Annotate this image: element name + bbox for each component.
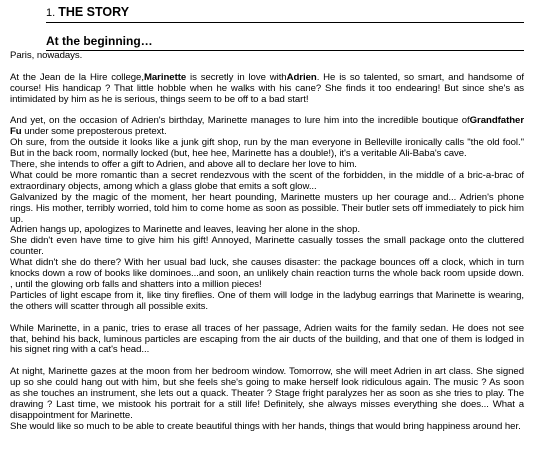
paragraph-leaves: Adrien hangs up, apologizes to Marinette and leaves, leaving her alone in the shop. bbox=[10, 224, 360, 236]
paragraph-setting: Paris, nowadays. bbox=[10, 50, 83, 61]
paragraph-gift-intent: There, she intends to offer a gift to Adrien, and above all to declare her love to him. bbox=[10, 159, 357, 171]
paragraph-shop: Oh sure, from the outside it looks like a junk gift shop, run by the man everyone in Belleville ironically calls "the old fool." But in the back room, normally locked (but, hee hee, Marinette has a double!), it's a veritable Ali-Baba's cave. bbox=[10, 137, 524, 160]
character-grandfather-fu: Grandfather Fu bbox=[10, 115, 524, 138]
intro-text-e: . He is so talented, so smart, and handsome of course! His handicap ? That little hobble when he walks with his cane? She finds it too endearing! But since she's as intimidated by him as he is serious, things seem to be off to a bad start! bbox=[10, 71, 525, 105]
paragraph-spacer bbox=[10, 313, 524, 324]
character-adrien: Adrien bbox=[286, 71, 317, 83]
birthday-text-c: under some preposterous pretext. bbox=[21, 126, 167, 138]
paragraph-birthday bbox=[10, 116, 524, 138]
paragraph-intro bbox=[10, 73, 524, 106]
section-title: THE STORY bbox=[58, 5, 130, 19]
paragraph-sedan: While Marinette, in a panic, tries to erase all traces of her passage, Adrien waits for the family sedan. He does not see that, behind his back, luminous particles are escaping from the air ducts of the building, and that one of them is lodged in his signet ring with a cat's head... bbox=[10, 322, 524, 356]
birthday-text-a: And yet, on the occasion of Adrien's birthday, Marinette manages to lure him into the incredible boutique of bbox=[10, 115, 470, 127]
paragraph-phone: Galvanized by the magic of the moment, her heart pounding, Marinette musters up her courage and... Adrien's phone rings. His mother, terribly worried, told him to come home as soon as possible. Their butler sets off immediately to pick him up. bbox=[10, 191, 524, 225]
paragraph-wish: She would like so much to be able to create beautiful things with her hands, things that would bring happiness around her. bbox=[10, 420, 521, 432]
character-marinette: Marinette bbox=[143, 71, 187, 83]
paragraph-disaster: What didn't she do there? With her usual bad luck, she causes disaster: the package bounces off a clock, which in turn knocks down a row of books like dominoes...and soon, an unlikely chain reaction turns the whole back room upside down. , until the glowing orb falls and shatters into a million pieces! bbox=[10, 257, 524, 290]
paragraph-tosses: She didn't even have time to give him his gift! Annoyed, Marinette casually tosses the small package onto the cluttered counter. bbox=[10, 235, 524, 258]
paragraph-romantic: What could be more romantic than a secret rendezvous with the scent of the forbidden, in the middle of a bric-a-brac of extraordinary objects, among which a glass globe that emits a soft glow... bbox=[10, 169, 524, 192]
paragraph-night: At night, Marinette gazes at the moon from her bedroom window. Tomorrow, she will meet Adrien in art class. She signed up so she could hang out with him, but she feels she's going to make herself look ridiculous again. The music ? As soon as she touches an instrument, she lets out a quack. Theater ? Stage fright paralyzes her as soon as she tries to play. The drawing ? Last time, we mistook his portrait for a still life! Definitely, she always misses everything she does... What a disappointment for Marinette. bbox=[10, 366, 524, 421]
section-heading bbox=[46, 4, 524, 23]
story-body bbox=[10, 51, 524, 433]
intro-text-a: At the Jean de la Hire college, bbox=[10, 71, 144, 83]
document-page bbox=[10, 4, 524, 433]
paragraph-particles: Particles of light escape from it, like tiny fireflies. One of them will lodge in the ladybug earrings that Marinette is wearing, the others will scatter through all possible exits. bbox=[10, 289, 524, 312]
intro-text-c: is secretly in love with bbox=[186, 71, 287, 83]
sub-heading: At the beginning… bbox=[46, 34, 524, 51]
section-number: 1. bbox=[46, 7, 56, 19]
